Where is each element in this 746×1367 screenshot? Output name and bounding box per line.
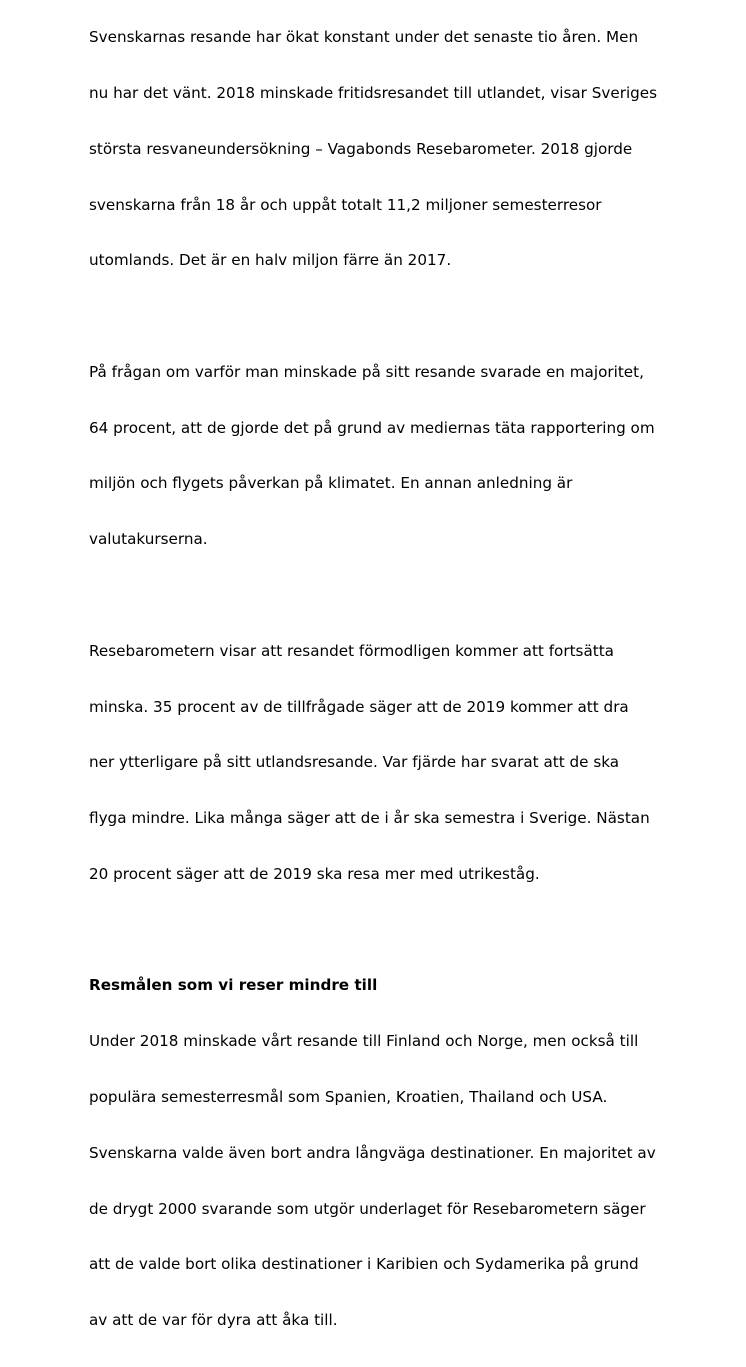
text-line: de drygt 2000 svarande som utgör underlaget för Resebarometern säger [89,1199,646,1218]
text-line: nu har det vänt. 2018 minskade fritidsresandet till utlandet, visar Sveriges [89,83,658,102]
text-line: minska. 35 procent av de tillfrågade säger att de 2019 kommer att dra [89,697,629,716]
section-heading: Resmålen som vi reser mindre till [89,976,378,995]
text-line: populära semesterresmål som Spanien, Kroatien, Thailand och USA. [89,1088,608,1107]
text-line: utomlands. Det är en halv miljon färre än 2017. [89,251,452,270]
text-line: svenskarna från 18 år och uppåt totalt 11,2 miljoner semesterresor [89,195,602,214]
text-line: 64 procent, att de gjorde det på grund av mediernas täta rapportering om [89,418,655,437]
paragraph-intro [89,0,729,307]
text-line: Svenskarna valde även bort andra långväga destinationer. En majoritet av [89,1143,656,1162]
text-line: miljön och flygets påverkan på klimatet. En annan anledning är [89,474,573,493]
paragraph-forecast [89,605,729,921]
paragraph-reasons [89,326,729,586]
text-line: största resvaneundersökning – Vagabonds Resebarometer. 2018 gjorde [89,139,633,158]
text-line: 20 procent säger att de 2019 ska resa mer med utrikeståg. [89,864,540,883]
section-destinations [89,939,729,1367]
text-line: Resebarometern visar att resandet förmodligen kommer att fortsätta [89,641,614,660]
text-line: ner ytterligare på sitt utlandsresande. Var fjärde har svarat att de ska [89,753,620,772]
text-line: Under 2018 minskade vårt resande till Finland och Norge, men också till [89,1032,639,1051]
text-line: flyga mindre. Lika många säger att de i år ska semestra i Sverige. Nästan [89,809,650,828]
text-line: av att de var för dyra att åka till. [89,1311,338,1330]
text-line: Svenskarnas resande har ökat konstant under det senaste tio åren. Men [89,28,639,47]
text-line: att de valde bort olika destinationer i Karibien och Sydamerika på grund [89,1255,639,1274]
document-page [89,0,729,1367]
text-line: valutakurserna. [89,530,208,549]
text-line: På frågan om varför man minskade på sitt resande svarade en majoritet, [89,362,644,381]
